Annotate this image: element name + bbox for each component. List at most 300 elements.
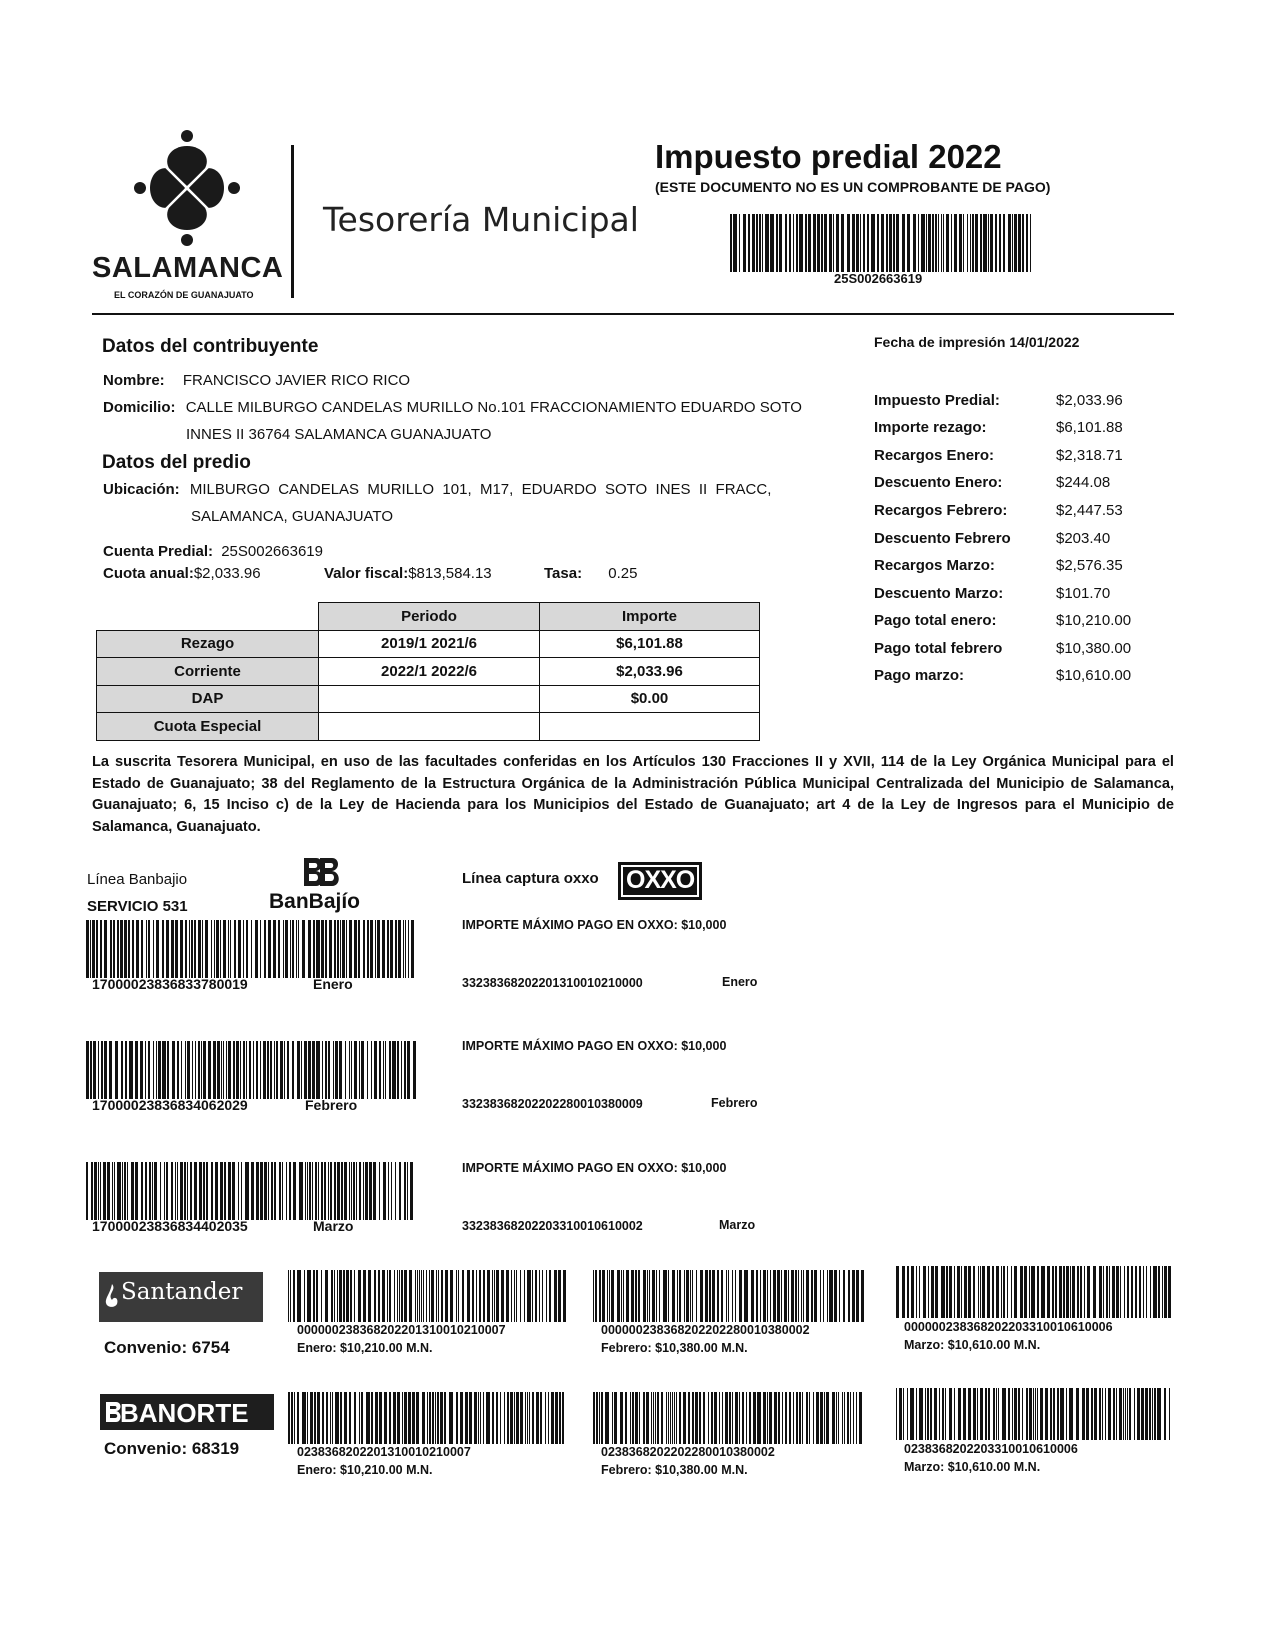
banbajio-logo [268,856,378,918]
barcode-bar [1158,1266,1160,1318]
barcode-bar [291,1392,293,1444]
barcode-bar [607,1270,608,1322]
barcode-bar [329,920,332,978]
barcode-bar [127,1162,128,1220]
barcode-bar [735,1392,738,1444]
barcode-bar [832,1392,835,1444]
barcode-bar [458,1270,459,1322]
barcode-bar [1102,1388,1103,1440]
barcode-bar [856,214,859,272]
barcode-bar [1045,1388,1048,1440]
barcode-bar [114,1162,115,1220]
summary-value: $2,318.71 [1056,447,1123,464]
barcode-bar [717,1270,719,1322]
barcode-bar [1080,1266,1082,1318]
barcode-bar [967,214,968,272]
barcode-bar [1030,214,1031,272]
barcode-bar [751,1270,754,1322]
barcode-bar [288,1392,290,1444]
barcode-bar [472,1270,474,1322]
oxxo-max-amount: IMPORTE MÁXIMO PAGO EN OXXO: $10,000 [462,1039,727,1053]
barcode-bar [638,1270,640,1322]
barcode-bar [341,1162,343,1220]
barcode-bar [369,1162,372,1220]
barcode-bar [335,1041,338,1099]
barcode-bar [374,1270,376,1322]
barcode-bar [620,1392,623,1444]
barcode-bar [871,214,875,272]
barcode-bar [762,214,763,272]
barcode-bar [659,1270,660,1322]
barcode-bar [379,1041,381,1099]
valor-row [324,565,492,582]
barcode-bar [330,1392,331,1444]
barcode-bar [799,1392,801,1444]
barcode-bar [990,214,993,272]
barcode-bar [726,1270,727,1322]
barcode-bar [492,1392,494,1444]
barcode-bar [255,920,258,978]
oxxo-code: 33238368202202280010380009 [462,1097,643,1111]
barcode-bar [545,1392,546,1444]
ubicacion-line2: SALAMANCA, GUANAJUATO [191,508,393,525]
barcode-bar [514,1392,515,1444]
barcode-bar [213,1041,216,1099]
barcode-bar [902,214,905,272]
barcode-bar [927,1388,929,1440]
barcode-bar [107,1162,110,1220]
barcode-bar [460,1392,463,1444]
barcode-bar [367,1041,368,1099]
barcode-bar [939,1388,940,1440]
barcode-bar [423,1270,424,1322]
barcode-bar [1053,1388,1055,1440]
barcode-bar [1116,1388,1117,1440]
barcode-bar [270,1041,272,1099]
barcode-bar [296,920,297,978]
barcode-bar [827,1270,828,1322]
barcode-bar [308,920,311,978]
row-importe: $0.00 [540,685,760,713]
barcode-bar [735,1270,736,1322]
barcode-bar [778,1392,780,1444]
barcode-bar [672,1392,673,1444]
barcode-bar [413,1041,416,1099]
barcode-bar [795,1270,797,1322]
barcode-bar [732,1270,733,1322]
barcode-bar [478,1392,479,1444]
barcode-bar [516,1392,519,1444]
barcode-bar [146,920,147,978]
barcode-bar [177,1162,178,1220]
barcode-bar [289,1162,291,1220]
barcode-bar [593,1270,594,1322]
barcode-bar [860,214,861,272]
barcode-bar [1120,1266,1121,1318]
barcode-bar [1146,1266,1147,1318]
banorte-logo [100,1394,274,1430]
barcode-bar [322,1392,324,1444]
barcode-bar [467,1270,470,1322]
barcode-bar [361,1041,364,1099]
barcode-bar [852,214,855,272]
barcode-bar [793,214,794,272]
barcode-bar [699,1392,701,1444]
barcode-bar [1001,1266,1002,1318]
tasa-label: Tasa: [544,565,583,582]
barcode-bar [321,1270,322,1322]
barcode-bar [520,1392,523,1444]
santander-code: 000000238368202203310010610006 [904,1320,1113,1334]
barcode-bar [496,1270,499,1322]
barcode-bar [384,1392,387,1444]
summary-value: $101.70 [1056,585,1111,602]
barcode-bar [817,214,820,272]
summary-label: Recargos Enero: [874,447,995,464]
barcode-bar [334,920,336,978]
barcode-bar [1137,1388,1140,1440]
barcode-bar [781,1270,782,1322]
barcode-bar [332,1392,333,1444]
barcode-bar [1099,1266,1102,1318]
barcode-bar [816,1392,819,1444]
barcode-bar [465,1392,468,1444]
barcode-bar [987,1266,990,1318]
barcode-bar [387,920,389,978]
barcode-bar [440,1392,443,1444]
barcode-bar [152,1162,153,1220]
barcode-bar [711,1392,713,1444]
barcode-bar [314,1392,316,1444]
barcode-bar [192,1041,193,1099]
barcode-bar [643,1392,645,1444]
barcode-bar [276,1041,278,1099]
barcode-bar [339,1270,342,1322]
barcode-bar [813,1392,814,1444]
barcode-bar [958,1388,961,1440]
barcode-bar [316,1041,320,1099]
barcode-bar [896,1266,899,1318]
barcode-bar [268,920,271,978]
barcode-bar [945,1388,946,1440]
barcode-bar [612,1392,613,1444]
santander-barcode-enero [288,1270,567,1322]
barcode-bar [728,1270,729,1322]
barcode-bar [394,1270,395,1322]
barcode-bar [919,1388,923,1440]
tasa-row [544,565,637,582]
barcode-bar [918,214,919,272]
barcode-bar [449,1392,453,1444]
barcode-bar [988,214,989,272]
barcode-bar [949,1266,952,1318]
barcode-bar [316,1270,318,1322]
barcode-bar [739,1392,740,1444]
salamanca-logo [92,128,282,303]
barcode-bar [312,1162,313,1220]
barcode-bar [1002,1388,1006,1440]
barcode-bar [429,1270,430,1322]
barcode-bar [733,214,737,272]
barcode-bar [189,920,190,978]
barcode-bar [856,1270,859,1322]
barcode-bar [611,1270,614,1322]
barcode-bar [339,1041,342,1099]
barcode-bar [705,1270,708,1322]
barcode-bar [287,1041,289,1099]
barcode-bar [760,1270,761,1322]
barcode-bar [264,920,266,978]
barcode-bar [951,214,952,272]
barcode-bar [838,1392,839,1444]
barcode-bar [135,1041,138,1099]
barcode-bar [688,1392,690,1444]
barcode-bar [824,1392,825,1444]
barcode-bar [779,214,782,272]
barcode-bar [344,1162,347,1220]
barcode-bar [504,1392,505,1444]
ubicacion-row [103,481,771,498]
barcode-bar [389,1270,391,1322]
barcode-bar [753,1392,756,1444]
barcode-bar [1093,1266,1096,1318]
barcode-bar [867,214,869,272]
banbajio-month: Febrero [305,1097,358,1113]
barcode-bar [756,214,758,272]
barcode-bar [312,1041,315,1099]
oxxo-code: 33238368202203310010610002 [462,1219,643,1233]
barcode-bar [791,1270,794,1322]
barcode-bar [1020,1266,1023,1318]
barcode-bar [194,920,196,978]
barcode-bar [441,1270,443,1322]
barcode-bar [511,1270,512,1322]
barcode-bar [732,1392,733,1444]
barcode-bar [328,1162,329,1220]
santander-logo [99,1272,263,1322]
barcode-bar [973,1388,976,1440]
barcode-bar [973,1266,975,1318]
barcode-bar [856,1392,857,1444]
oxxo-logo [618,862,708,904]
barcode-bar [436,1270,437,1322]
barcode-bar [354,1392,356,1444]
barcode-bar [1152,1388,1153,1440]
nombre-row [103,372,410,389]
barcode-bar [532,1392,534,1444]
row-label: DAP [97,685,319,713]
barcode-bar [1066,1266,1069,1318]
barcode-bar [988,1388,990,1440]
barcode-bar [211,920,212,978]
barcode-bar [354,1270,355,1322]
barcode-bar [676,1392,677,1444]
barcode-bar [1113,1388,1115,1440]
barcode-bar [334,1162,336,1220]
barcode-bar [171,920,174,978]
barcode-bar [228,1162,231,1220]
barcode-bar [264,1162,267,1220]
barcode-bar [131,1162,134,1220]
barcode-bar [363,1162,364,1220]
barcode-bar [1014,1266,1017,1318]
barcode-bar [293,1162,296,1220]
barcode-bar [844,1392,845,1444]
barcode-bar [175,1162,176,1220]
barcode-bar [393,1392,396,1444]
summary-value: $10,380.00 [1056,640,1132,657]
santander-amount: Marzo: $10,610.00 M.N. [904,1338,1041,1352]
summary-value: $6,101.88 [1056,419,1123,436]
santander-convenio: Convenio: 6754 [104,1338,230,1357]
barcode-bar [256,1041,258,1099]
contribuyente-section-title: Datos del contribuyente [102,336,319,357]
row-periodo: 2022/1 2022/6 [319,658,540,686]
barcode-bar [798,1270,799,1322]
barcode-bar [631,1270,634,1322]
barcode-bar [375,920,376,978]
barcode-bar [407,1041,410,1099]
barcode-bar [970,214,971,272]
barcode-bar [823,1270,824,1322]
predio-section-title: Datos del predio [102,452,251,473]
barcode-bar [1145,1388,1148,1440]
banorte-barcode-febrero [593,1392,867,1444]
barcode-bar [103,1162,106,1220]
summary-label: Recargos Febrero: [874,502,1008,519]
barcode-bar [1143,1266,1144,1318]
barcode-bar [148,920,150,978]
barcode-bar [92,920,95,978]
barcode-bar [1094,1388,1097,1440]
ubicacion-label: Ubicación: [103,481,180,498]
barcode-bar [593,1392,595,1444]
summary-label: Descuento Febrero [874,530,1011,547]
header-divider [291,145,294,298]
cuota-label: Cuota anual: [103,565,194,582]
barcode-bar [469,1392,472,1444]
barcode-bar [180,920,183,978]
barcode-bar [674,1392,675,1444]
santander-logo-text: Santander [121,1279,243,1305]
barcode-bar [767,1392,768,1444]
barcode-bar [279,1162,281,1220]
barcode-bar [166,1162,168,1220]
barcode-bar [1119,1388,1122,1440]
ubicacion-line1: MILBURGO CANDELAS MURILLO 101, M17, EDUARDO SOTO INES II FRACC, [189,481,772,498]
barcode-bar [1157,1388,1161,1440]
barcode-bar [646,1392,649,1444]
barcode-bar [307,1392,308,1444]
barcode-bar [283,920,284,978]
barcode-bar [916,1388,917,1440]
header-rule [92,313,1174,315]
barcode-bar [389,1392,391,1444]
barcode-bar [850,1392,851,1444]
barcode-bar [160,1162,161,1220]
barcode-bar [1124,1266,1125,1318]
barcode-bar [307,1162,308,1220]
barcode-bar [245,1162,249,1220]
barcode-bar [1037,1266,1039,1318]
barcode-bar [149,1162,151,1220]
barcode-bar [548,1392,549,1444]
barcode-bar [98,1041,99,1099]
barcode-bar [719,1392,720,1444]
barcode-bar [1014,214,1017,272]
barcode-bar [401,1041,402,1099]
barcode-bar [350,1270,352,1322]
banbajio-service: SERVICIO 531 [87,898,188,915]
barcode-bar [555,1392,558,1444]
barcode-bar [852,1270,855,1322]
banorte-amount: Febrero: $10,380.00 M.N. [601,1463,748,1477]
summary-label: Pago marzo: [874,667,965,684]
domicilio-label: Domicilio: [103,399,176,416]
barcode-bar [404,1162,406,1220]
barcode-bar [907,214,910,272]
barcode-bar [500,1392,501,1444]
barcode-bar [1150,1266,1151,1318]
barcode-bar [709,1270,711,1322]
santander-amount: Febrero: $10,380.00 M.N. [601,1341,748,1355]
banbajio-code: 17000023836834402035 [92,1218,248,1234]
barcode-bar [651,1392,652,1444]
barcode-bar [1129,1388,1131,1440]
barcode-bar [333,1041,334,1099]
summary-label: Recargos Marzo: [874,557,995,574]
barcode-bar [1135,1266,1137,1318]
banorte-amount: Marzo: $10,610.00 M.N. [904,1460,1041,1474]
barcode-bar [946,1266,948,1318]
barcode-bar [86,920,89,978]
barcode-bar [391,1162,392,1220]
barcode-bar [563,1270,566,1322]
barcode-bar [346,1270,349,1322]
barcode-bar [340,1392,342,1444]
barcode-bar [496,1392,498,1444]
barcode-bar [271,1162,273,1220]
barcode-bar [788,1270,789,1322]
barcode-bar [801,1270,802,1322]
barcode-bar [349,1392,351,1444]
barcode-bar [404,1270,407,1322]
summary-value: $2,576.35 [1056,557,1123,574]
barcode-bar [343,1270,345,1322]
barcode-bar [1069,1388,1073,1440]
barcode-bar [124,1162,126,1220]
barcode-bar [959,214,962,272]
barcode-bar [725,1392,728,1444]
main-barcode [730,214,1033,272]
barcode-bar [806,1392,808,1444]
barcode-bar [1087,1266,1090,1318]
barcode-bar [404,1392,407,1444]
barcode-bar [1123,1388,1124,1440]
barcode-bar [177,1041,179,1099]
row-periodo: 2019/1 2021/6 [319,630,540,658]
barcode-bar [632,1392,634,1444]
barcode-bar [474,1392,477,1444]
banbajio-barcode-febrero [86,1041,416,1099]
barcode-bar [429,1392,431,1444]
barcode-bar [980,214,982,272]
barcode-bar [843,1270,845,1322]
barcode-bar [297,1392,299,1444]
barcode-bar [90,920,91,978]
row-importe [540,713,760,741]
barcode-bar [902,1266,905,1318]
